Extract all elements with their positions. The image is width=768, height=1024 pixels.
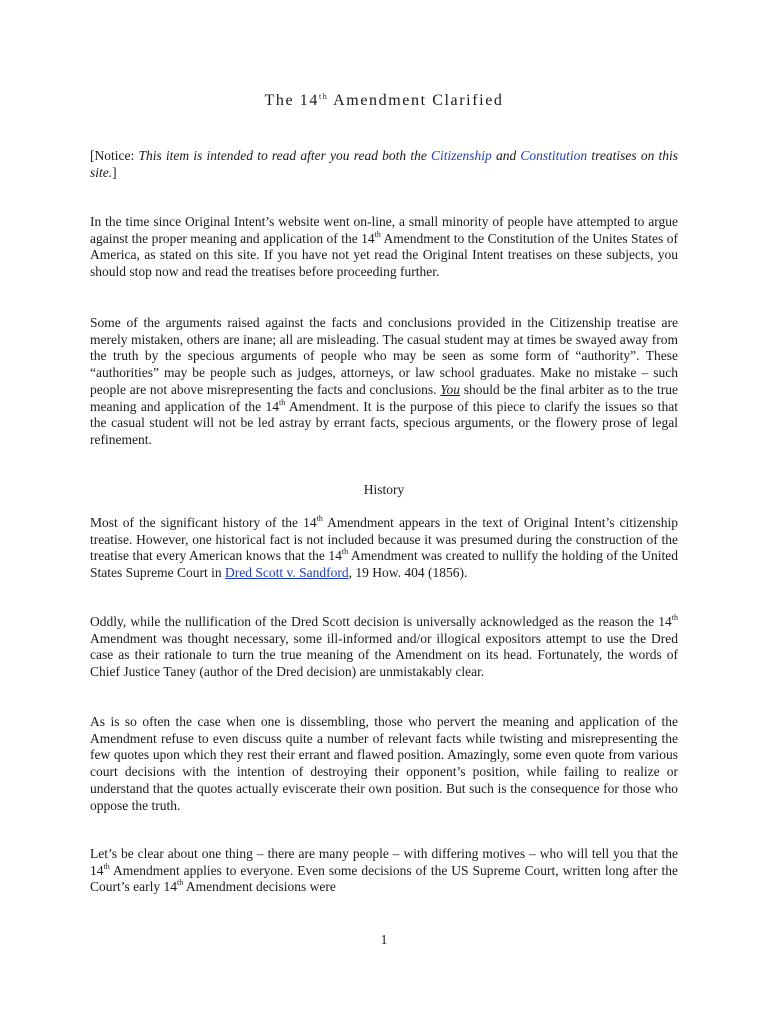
paragraph-arguments: Some of the arguments raised against the facts and conclusions provided in the Citizenship treatise are merely mistaken, others are inane; all are misleading. The casual student may at times be swayed away from the truth by the specious arguments of people who may be seen as some form of “authority”. These “authorities” may be people such as judges, attorneys, or law school graduates. Make no mistake – such people are not above misrepresenting the facts and conclusions. You should be the final arbiter as to the true meaning and application of the 14th Amendment. It is the purpose of this piece to clarify the issues so that the casual student will not be led astray by errant facts, specious arguments, or the flowery prose of legal refinement. xyxy=(90,315,679,447)
paragraph-dissembling: As is so often the case when one is dissembling, those who pervert the meaning and application of the Amendment refuse to even discuss quite a number of relevant facts while twisting and misrepresenting the few quotes upon which they rest their errant and flawed position. Amazingly, some even quote from various court decisions with the intention of destroying their opponent’s position, while failing to realize or understand that the quotes actually eviscerate their own position. But such is the consequence for those who oppose the truth. xyxy=(90,714,678,813)
page-title: The 14th Amendment Clarified xyxy=(264,92,504,109)
paragraph-history: Most of the significant history of the 14th Amendment appears in the text of Original Intent’s citizenship treatise. However, one historical fact is not included because it was presumed during the construction of the treatise that every American knows that the 14th Amendment was created to nullify the holding of the United States Supreme Court in Dred Scott v. Sandford, 19 How. 404 (1856). xyxy=(90,514,678,581)
notice-paragraph: [Notice: This item is intended to read after you read both the Citizenship and Constitution treatises on this site.] xyxy=(90,148,679,180)
constitution-link[interactable]: Constitution xyxy=(520,148,588,163)
citizenship-link[interactable]: Citizenship xyxy=(431,148,492,163)
dred-scott-link[interactable]: Dred Scott v. Sandford xyxy=(225,565,349,581)
paragraph-clarity: Let’s be clear about one thing – there are many people – with differing motives – who will tell you that the 14th Amendment applies to everyone. Even some decisions of the US Supreme Court, written long after the Court’s early 14th Amendment decisions were xyxy=(90,846,678,895)
you-emphasis: You xyxy=(440,381,461,397)
paragraph-dred-scott: Oddly, while the nullification of the Dred Scott decision is universally acknowledged as the reason the 14th Amendment was thought necessary, some ill-informed and/or illogical expositors attempt to use the Dred case as their rationale to turn the true meaning of the Amendment on its head. Fortunately, the words of Chief Justice Taney (author of the Dred decision) are unmistakably clear. xyxy=(90,613,678,680)
page-number: 1 xyxy=(380,932,388,947)
section-heading-history: History xyxy=(363,482,405,497)
paragraph-intro: In the time since Original Intent’s website went on-line, a small minority of people have attempted to argue against the proper meaning and application of the 14th Amendment to the Constitution of the Unites States of America, as stated on this site. If you have not yet read the Original Intent treatises on these subjects, you should stop now and read the treatises before proceeding further. xyxy=(90,214,678,280)
